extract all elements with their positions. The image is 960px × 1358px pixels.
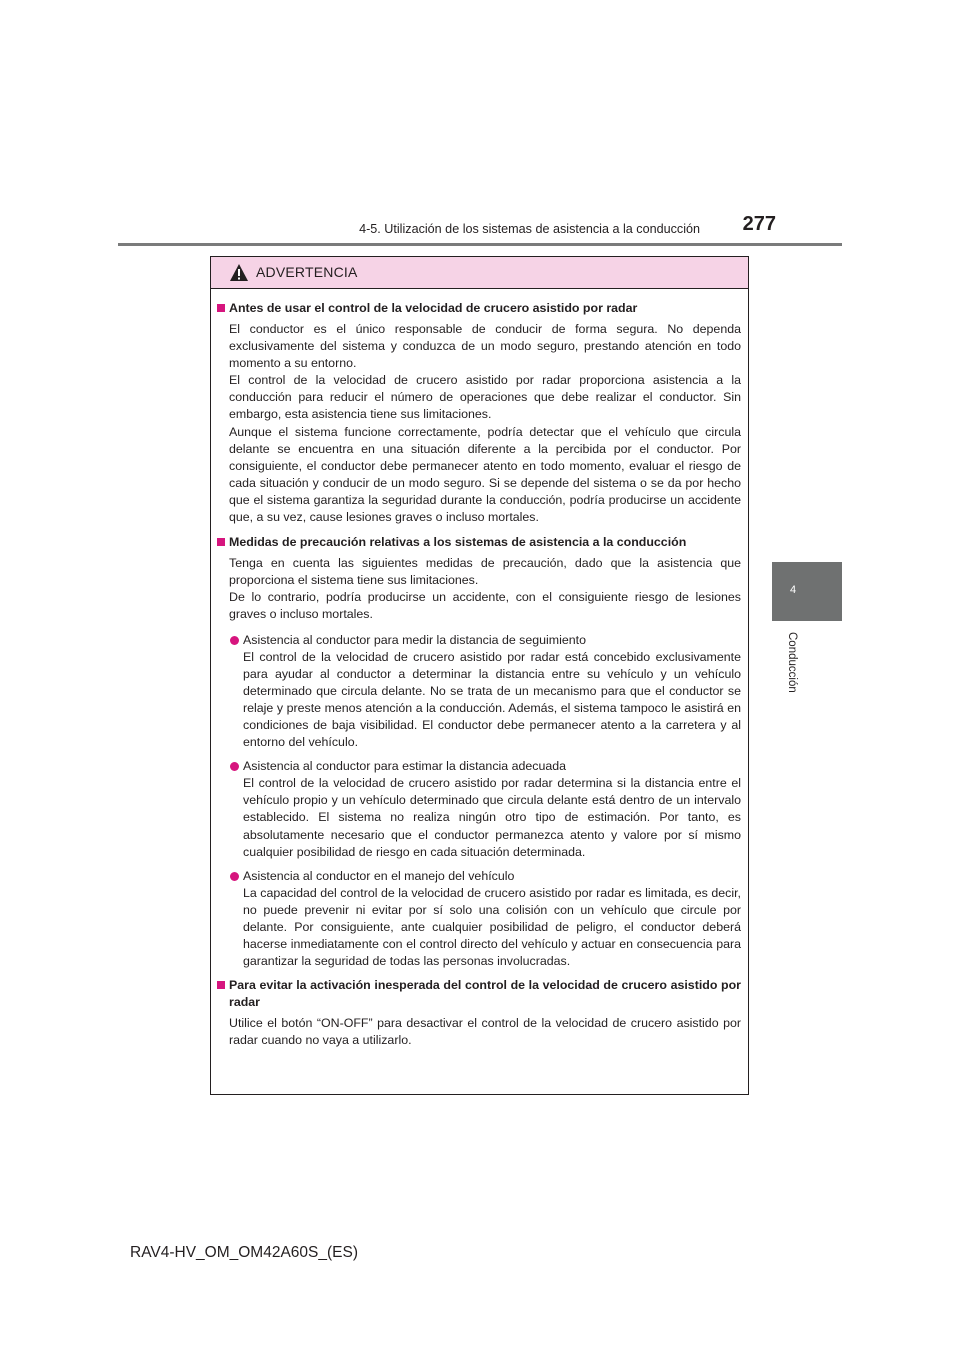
bullet-item bbox=[217, 868, 741, 971]
chapter-label-text: Conducción bbox=[786, 632, 798, 693]
section-heading-text: Medidas de precaución relativas a los sistemas de asistencia a la conducción bbox=[229, 535, 687, 550]
bullet-title: Asistencia al conductor para estimar la distancia adecuada bbox=[243, 759, 567, 774]
paragraph: El control de la velocidad de crucero asistido por radar proporciona asistencia a la conducción para reducir el número de operaciones que debe realizar el conductor. Sin embargo, esta asistencia tiene sus limitaciones. bbox=[229, 373, 741, 422]
warning-title: ADVERTENCIA bbox=[256, 264, 358, 280]
circle-bullet-icon bbox=[230, 636, 239, 645]
paragraph: Utilice el botón “ON-OFF” para desactivar el control de la velocidad de crucero asistido por radar cuando no vaya a utilizarlo. bbox=[229, 1016, 741, 1048]
bullet-text: El control de la velocidad de crucero asistido por radar está concebido exclusivamente para ayudar al conductor a determinar la distancia entre su vehículo y un vehículo determinado que circula delante. No se trata de un mecanismo para que el conductor se relaje y preste menos atención a la conducción. Además, el sistema tampoco le asistirá en condiciones de baja visibilidad. El conductor debe permanecer atento a la carretera y al entorno del vehículo. bbox=[243, 649, 741, 750]
section-heading-text: Para evitar la activación inesperada del control de la velocidad de crucero asistido por radar bbox=[229, 978, 741, 1010]
section-heading bbox=[217, 300, 741, 317]
square-bullet-icon bbox=[217, 304, 225, 312]
chapter-tab[interactable] bbox=[772, 562, 842, 621]
page-number: 277 bbox=[742, 213, 776, 235]
warning-body bbox=[211, 289, 748, 1049]
chapter-number: 4 bbox=[789, 584, 797, 596]
square-bullet-icon bbox=[217, 981, 225, 989]
warning-box bbox=[210, 256, 749, 1095]
circle-bullet-icon bbox=[230, 762, 239, 771]
header-divider bbox=[118, 243, 842, 246]
warning-header bbox=[211, 257, 748, 289]
bullet-text: La capacidad del control de la velocidad de crucero asistido por radar es limitada, es decir, no puede prevenir ni evitar por sí solo una colisión con un vehículo que circule por delante. Por consiguiente, ante cualquier posibilidad de peligro, el conductor deberá hacerse inmediatamente con el control directo del vehículo y actuar en consecuencia para garantizar la seguridad de todas las personas involucradas. bbox=[243, 885, 741, 969]
section-title: 4-5. Utilización de los sistemas de asistencia a la conducción bbox=[359, 222, 700, 236]
bullet-item bbox=[217, 758, 741, 861]
bullet-title: Asistencia al conductor en el manejo del vehículo bbox=[243, 868, 515, 883]
circle-bullet-icon bbox=[230, 872, 239, 881]
section-heading bbox=[217, 977, 741, 1011]
square-bullet-icon bbox=[217, 538, 225, 546]
chapter-label bbox=[786, 632, 800, 712]
bullet-title: Asistencia al conductor para medir la distancia de seguimiento bbox=[243, 632, 586, 647]
paragraph: Aunque el sistema funcione correctamente, podría detectar que el vehículo que circula delante se encuentra en una situación diferente a la percibida por el conductor. Por consiguiente, el conductor debe permanecer atento en todo momento, evaluar el riesgo de cada situación y conducir de un modo seguro. Si se depende del sistema o se da por hecho que el sistema garantiza la seguridad durante la conducción, podría producirse un accidente que, a su vez, cause lesiones graves o incluso mortales. bbox=[229, 424, 741, 525]
section-heading bbox=[217, 534, 741, 551]
paragraph: De lo contrario, podría producirse un accidente, con el consiguiente riesgo de lesiones graves o incluso mortales. bbox=[229, 590, 741, 622]
bullet-text: El control de la velocidad de crucero asistido por radar determina si la distancia entre el vehículo propio y un vehículo determinado que circula delante está dentro de un intervalo establecido. El sistema no realiza ningún otro tipo de estimación. Por tanto, es absolutamente necesario que el conductor permanezca atento y valore por sí mismo cualquier posibilidad de riesgo en cada situación determinada. bbox=[243, 776, 741, 859]
document-id: RAV4-HV_OM_OM42A60S_(ES) bbox=[130, 1244, 358, 1261]
bullet-item bbox=[217, 632, 741, 752]
paragraph: El conductor es el único responsable de conducir de forma segura. No dependa exclusivamente del sistema y conduzca de un modo seguro, prestando atención en todo momento a su entorno. bbox=[229, 322, 741, 371]
paragraph: Tenga en cuenta las siguientes medidas de precaución, dado que la asistencia que proporciona el sistema tiene sus limitaciones. bbox=[229, 556, 741, 588]
section-heading-text: Antes de usar el control de la velocidad de crucero asistido por radar bbox=[229, 301, 638, 315]
warning-triangle-icon bbox=[229, 263, 249, 282]
